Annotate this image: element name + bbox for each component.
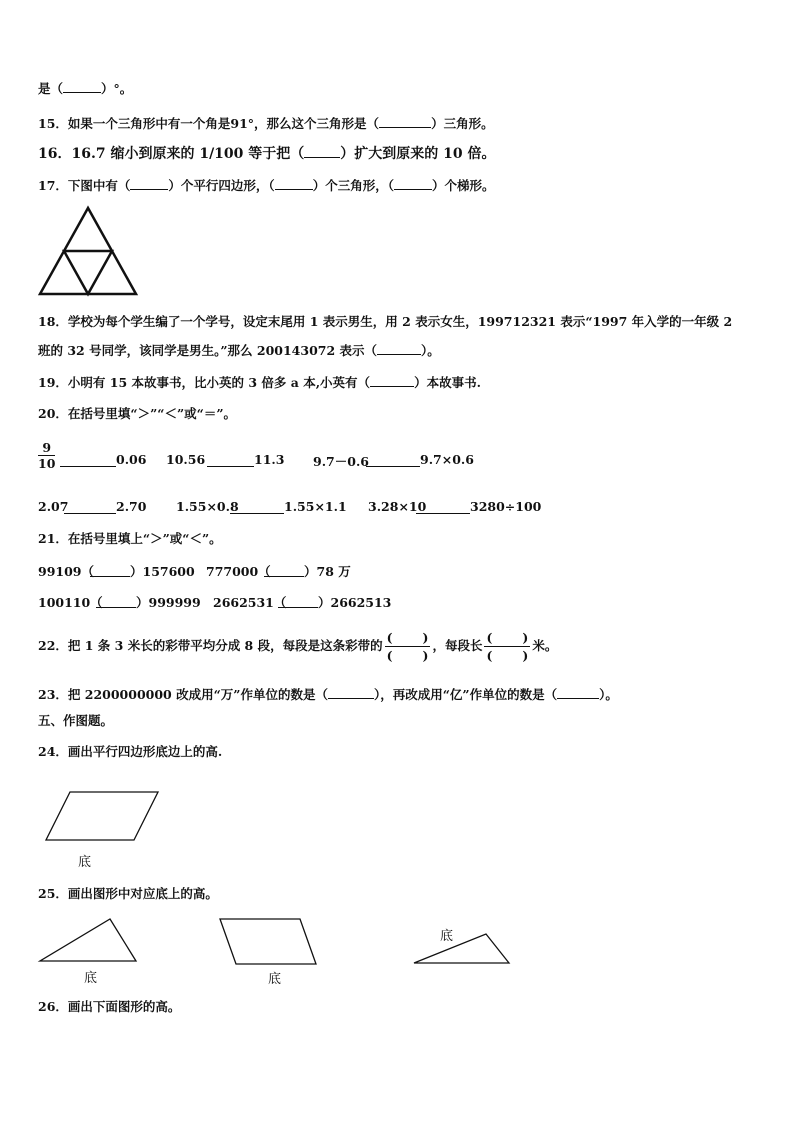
question-24: 24．画出平行四边形底边上的高. xyxy=(38,744,223,759)
base-label: 底 xyxy=(84,971,98,986)
triangle-figure-1 xyxy=(38,917,138,963)
question-22: 22．把 1 条 3 米长的彩带平均分成 8 段，每段是这条彩带的 ( ) ( ) ，每段长 ( ) ( ) 米。 xyxy=(38,630,558,663)
question-17: 17．下图中有（ ）个平行四边形，（ ）个三角形，（ ）个梯形。 xyxy=(38,178,495,193)
question-23: 23．把 2200000000 改成用“万”作单位的数是（ ），再改成用“亿”作单位的数是（ ）。 xyxy=(38,687,618,702)
answer-blank[interactable] xyxy=(64,501,116,514)
answer-blank[interactable] xyxy=(370,374,414,387)
answer-blank[interactable] xyxy=(230,501,284,514)
answer-blank[interactable] xyxy=(394,177,432,190)
triangle-figure-3 xyxy=(412,932,512,966)
question-15: 15．如果一个三角形中有一个角是91°，那么这个三角形是（ ）三角形。 xyxy=(38,116,494,131)
question-19: 19．小明有 15 本故事书，比小英的 3 倍多 a 本,小英有（ ）本故事书. xyxy=(38,375,481,390)
question-21: 21．在括号里填上“＞”或“＜”。 xyxy=(38,531,222,546)
answer-blank[interactable] xyxy=(304,145,340,158)
question-25: 25．画出图形中对应底上的高。 xyxy=(38,886,218,901)
parallelogram-figure-2 xyxy=(218,917,320,967)
answer-blank[interactable] xyxy=(328,686,374,699)
base-label: 底 xyxy=(268,972,282,987)
question-26: 26．画出下面图形的高。 xyxy=(38,999,181,1014)
answer-blank[interactable] xyxy=(379,115,431,128)
parallelogram-figure xyxy=(44,790,164,842)
base-label: 底 xyxy=(440,929,454,944)
section-title: 五、作图题。 xyxy=(38,713,114,728)
question-18: 18．学校为每个学生编了一个学号，设定末尾用 1 表示男生，用 2 表示女生，199712321 表示“1997 年入学的一年级 2 xyxy=(38,314,733,329)
answer-blank[interactable] xyxy=(207,454,254,467)
answer-fraction-blank[interactable]: ( ) ( ) xyxy=(486,630,529,663)
answer-blank[interactable] xyxy=(90,564,130,577)
answer-blank[interactable] xyxy=(416,501,470,514)
answer-fraction-blank[interactable]: ( ) ( ) xyxy=(386,630,429,663)
q14-tail: 是（ ）°。 xyxy=(38,81,133,96)
answer-blank[interactable] xyxy=(377,342,421,355)
answer-blank[interactable] xyxy=(130,177,168,190)
question-18-line2: 班的 32 号同学，该同学是男生。”那么 200143072 表示（ ）。 xyxy=(38,343,440,358)
question-20: 20．在括号里填“＞”“＜”或“＝”。 xyxy=(38,406,237,421)
answer-blank[interactable] xyxy=(60,454,116,467)
answer-blank[interactable] xyxy=(63,80,101,93)
answer-blank[interactable] xyxy=(366,454,420,467)
answer-blank[interactable] xyxy=(557,686,599,699)
answer-blank[interactable] xyxy=(96,595,136,608)
question-16: 16．16.7 缩小到原来的 1/100 等于把（ ）扩大到原来的 10 倍。 xyxy=(38,146,496,162)
answer-blank[interactable] xyxy=(264,564,304,577)
triangle-figure xyxy=(38,206,138,296)
answer-blank[interactable] xyxy=(275,177,313,190)
answer-blank[interactable] xyxy=(278,595,318,608)
base-label: 底 xyxy=(78,855,92,870)
fraction-9-10: $\frac{9}{10}$ xyxy=(38,440,56,471)
